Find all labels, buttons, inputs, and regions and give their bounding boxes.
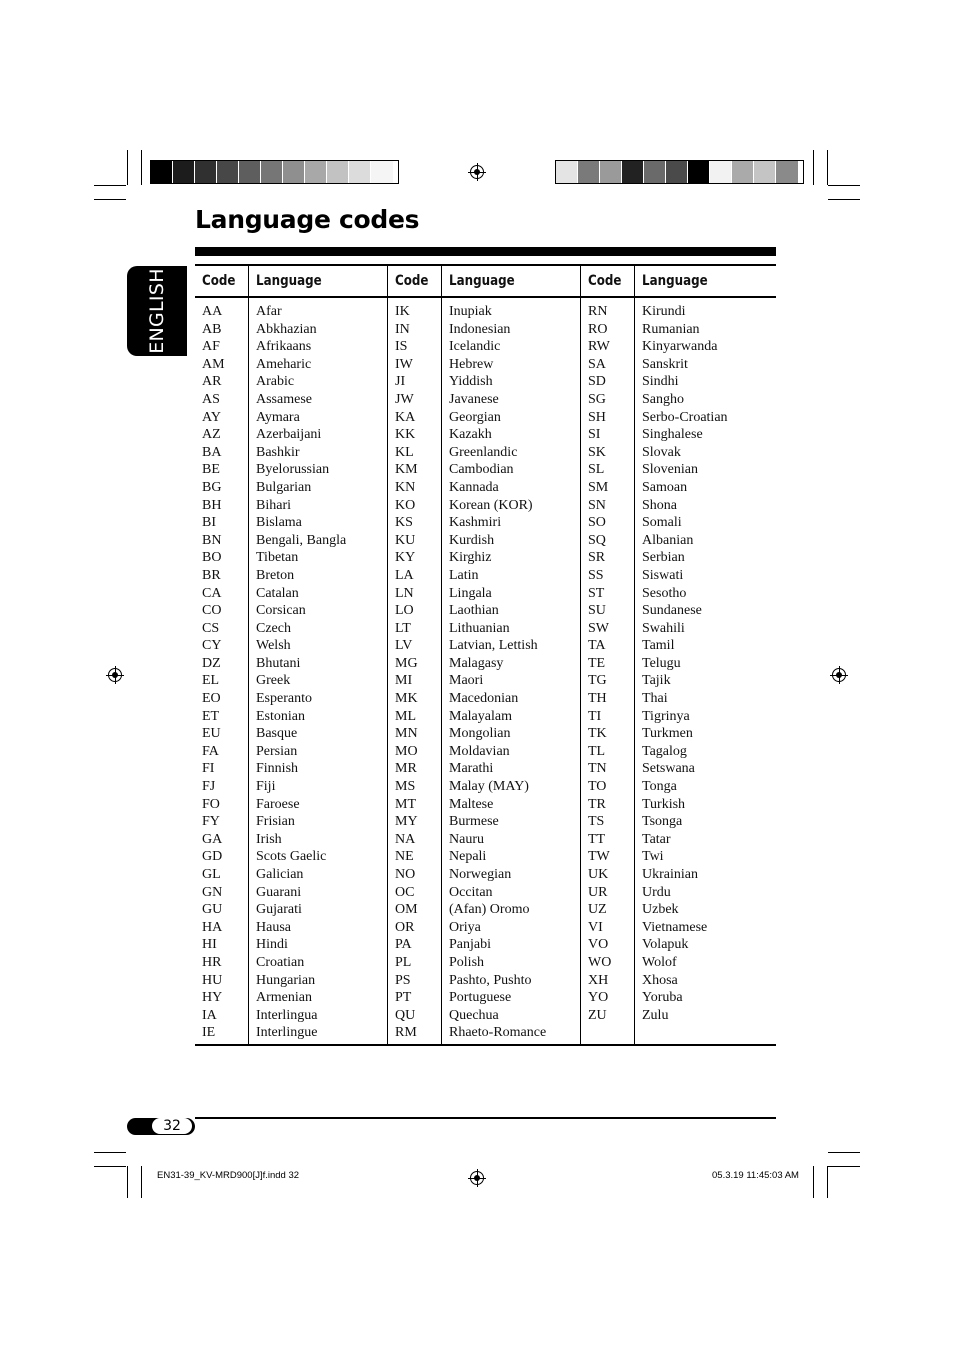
crop-mark	[127, 1166, 128, 1198]
crop-mark	[94, 1152, 126, 1153]
language-name: Gujarati	[256, 902, 302, 918]
language-name: Bengali, Bangla	[256, 532, 347, 548]
language-name: Burmese	[449, 814, 499, 830]
language-code: CA	[202, 585, 222, 601]
language-name: Georgian	[449, 409, 501, 425]
language-name: Uzbek	[642, 902, 679, 918]
language-code: FI	[202, 761, 215, 777]
language-name: Portuguese	[449, 990, 512, 1006]
language-name: Tajik	[642, 673, 671, 689]
language-name: Tibetan	[256, 550, 299, 566]
language-code: MY	[395, 814, 418, 830]
language-name: Malay (MAY)	[449, 779, 529, 795]
language-code: XH	[588, 972, 609, 988]
language-name: Irish	[256, 831, 282, 847]
language-name: Hungarian	[256, 972, 316, 988]
language-code: AM	[202, 356, 225, 372]
language-name: Kashmiri	[449, 515, 502, 531]
language-code: UR	[588, 884, 608, 900]
language-name: Samoan	[642, 479, 688, 495]
language-name: Slovak	[642, 444, 681, 460]
language-code: QU	[395, 1007, 416, 1023]
code-column	[195, 298, 249, 1044]
language-name: Serbo-Croatian	[642, 409, 728, 425]
language-code: LN	[395, 585, 414, 601]
language-code: TI	[588, 708, 602, 724]
language-name: Setswana	[642, 761, 695, 777]
language-name: Tonga	[642, 779, 677, 795]
language-name: Kirghiz	[449, 550, 492, 566]
table-header-row	[195, 266, 776, 296]
language-code: KA	[395, 409, 416, 425]
language-name: Welsh	[256, 638, 291, 654]
language-name: Interlingua	[256, 1007, 318, 1023]
language-code: SL	[588, 462, 605, 478]
language-name: Malagasy	[449, 655, 504, 671]
language-name: Serbian	[642, 550, 685, 566]
language-name: Lithuanian	[449, 620, 510, 636]
language-codes-table	[195, 264, 776, 1046]
language-code: LT	[395, 620, 411, 636]
language-code: JW	[395, 391, 414, 407]
language-name: Fiji	[256, 779, 276, 795]
language-code: KS	[395, 515, 413, 531]
language-code: IW	[395, 356, 413, 372]
language-name: Bhutani	[256, 655, 301, 671]
language-name: Cambodian	[449, 462, 514, 478]
language-code: TN	[588, 761, 607, 777]
language-name: Azerbaijani	[256, 427, 322, 443]
crop-mark	[828, 1152, 860, 1153]
language-header: Language	[256, 273, 322, 289]
language-name: Interlingue	[256, 1025, 318, 1041]
language-name: Turkish	[642, 796, 686, 812]
language-code: SO	[588, 515, 606, 531]
language-code: RM	[395, 1025, 417, 1041]
language-name: Singhalese	[642, 427, 703, 443]
crop-mark	[94, 1166, 126, 1167]
language-code: PS	[395, 972, 411, 988]
language-code: ML	[395, 708, 416, 724]
language-name: Maltese	[449, 796, 494, 812]
language-code: IA	[202, 1007, 217, 1023]
language-code: IN	[395, 321, 410, 337]
language-name: Maori	[449, 673, 484, 689]
language-code: LV	[395, 638, 413, 654]
language-name: Persian	[256, 743, 298, 759]
language-code: KN	[395, 479, 416, 495]
language-code: IE	[202, 1025, 216, 1041]
language-name: Armenian	[256, 990, 312, 1006]
language-code: SA	[588, 356, 606, 372]
crop-mark	[127, 150, 128, 185]
language-code: KK	[395, 427, 416, 443]
language-code: IS	[395, 339, 408, 355]
language-code: TW	[588, 849, 610, 865]
language-code: AA	[202, 304, 223, 319]
language-name: Galician	[256, 867, 304, 882]
crop-mark	[813, 1166, 814, 1198]
language-code: PT	[395, 990, 412, 1006]
language-name: Vietnamese	[642, 919, 708, 935]
language-name: Polish	[449, 954, 485, 970]
language-name: Assamese	[256, 391, 312, 407]
language-name: Indonesian	[449, 321, 511, 337]
language-code: EU	[202, 726, 221, 742]
language-name: Afar	[256, 304, 282, 319]
language-code: MO	[395, 743, 418, 759]
language-code: TL	[588, 743, 606, 759]
registration-mark-icon	[108, 668, 122, 682]
language-name: Tigrinya	[642, 708, 690, 724]
language-code: KO	[395, 497, 416, 513]
language-name: Scots Gaelic	[256, 849, 327, 865]
language-code: NE	[395, 849, 414, 865]
language-name: Bislama	[256, 515, 302, 531]
language-column	[249, 298, 388, 1044]
language-code: FY	[202, 814, 220, 830]
language-name: Moldavian	[449, 743, 510, 759]
language-code: SK	[588, 444, 606, 460]
language-code: BN	[202, 532, 222, 548]
language-code: SD	[588, 374, 606, 390]
table-bottom-rule	[195, 1044, 776, 1046]
language-code: OR	[395, 919, 415, 935]
language-name: Basque	[256, 726, 298, 742]
language-code: AF	[202, 339, 220, 355]
language-name: Laothian	[449, 603, 499, 619]
language-name: Shona	[642, 497, 677, 513]
language-name: Sangho	[642, 391, 684, 407]
language-code: TG	[588, 673, 607, 689]
language-code: ET	[202, 708, 220, 724]
language-code: VI	[588, 919, 603, 935]
language-name: Sundanese	[642, 603, 702, 619]
language-name: Somali	[642, 515, 682, 531]
language-name: Corsican	[256, 603, 306, 619]
language-name: Slovenian	[642, 462, 698, 478]
registration-mark-icon	[832, 668, 846, 682]
language-name: Telugu	[642, 655, 681, 671]
language-name: Frisian	[256, 814, 295, 830]
language-name: Icelandic	[449, 339, 501, 355]
language-code: NA	[395, 831, 416, 847]
page-title: Language codes	[195, 205, 420, 234]
language-column	[635, 298, 775, 1044]
language-name: (Afan) Oromo	[449, 902, 530, 918]
language-name: Arabic	[256, 374, 295, 390]
language-code: GD	[202, 849, 223, 865]
language-code: SH	[588, 409, 606, 425]
language-code: RN	[588, 304, 608, 319]
side-tab-label: ENGLISH	[146, 268, 168, 354]
language-code: MN	[395, 726, 418, 742]
language-code: TR	[588, 796, 606, 812]
language-name: Korean (KOR)	[449, 497, 533, 513]
language-code: GN	[202, 884, 223, 900]
language-name: Kurdish	[449, 532, 495, 548]
language-name: Rhaeto-Romance	[449, 1025, 547, 1041]
language-code: EO	[202, 691, 221, 707]
language-code: TK	[588, 726, 607, 742]
language-name: Abkhazian	[256, 321, 317, 337]
language-code: RW	[588, 339, 610, 355]
crop-mark	[141, 1166, 142, 1198]
language-name: Guarani	[256, 884, 302, 900]
language-code: SG	[588, 391, 606, 407]
crop-mark	[94, 199, 126, 200]
language-name: Esperanto	[256, 691, 312, 707]
language-code: SS	[588, 567, 604, 583]
registration-mark-icon	[470, 1171, 484, 1185]
language-name: Kannada	[449, 479, 499, 495]
language-code: MT	[395, 796, 416, 812]
language-name: Ameharic	[256, 356, 312, 372]
crop-mark	[828, 185, 860, 186]
language-code: BR	[202, 567, 221, 583]
language-code: ZU	[588, 1007, 607, 1023]
language-name: Greenlandic	[449, 444, 518, 460]
language-name: Urdu	[642, 884, 671, 900]
language-name: Kinyarwanda	[642, 339, 718, 355]
language-code: HA	[202, 919, 223, 935]
language-name: Norwegian	[449, 867, 512, 882]
language-name: Twi	[642, 849, 664, 865]
crop-mark	[813, 150, 814, 185]
language-name: Bulgarian	[256, 479, 312, 495]
slug-filename: EN31-39_KV-MRD900[J]f.indd 32	[157, 1170, 300, 1181]
language-code: BO	[202, 550, 222, 566]
language-name: Sindhi	[642, 374, 679, 390]
language-code: TO	[588, 779, 607, 795]
language-code: RO	[588, 321, 608, 337]
language-name: Turkmen	[642, 726, 693, 742]
language-code: MI	[395, 673, 413, 689]
language-code: YO	[588, 990, 609, 1006]
language-name: Panjabi	[449, 937, 491, 953]
language-name: Hindi	[256, 937, 288, 953]
language-code: FA	[202, 743, 219, 759]
color-calibration-bar	[150, 160, 399, 184]
language-name: Bashkir	[256, 444, 300, 460]
language-code: DZ	[202, 655, 221, 671]
crop-mark	[94, 185, 126, 186]
page-number: 32	[163, 1118, 181, 1134]
language-code: BA	[202, 444, 222, 460]
language-name: Yoruba	[642, 990, 683, 1006]
language-code: WO	[588, 954, 612, 970]
language-name: Inupiak	[449, 304, 492, 319]
language-code: SM	[588, 479, 609, 495]
language-name: Marathi	[449, 761, 494, 777]
language-name: Javanese	[449, 391, 499, 407]
language-code: UZ	[588, 902, 607, 918]
language-code: HY	[202, 990, 223, 1006]
language-code: AS	[202, 391, 220, 407]
language-code: SU	[588, 603, 606, 619]
language-name: Thai	[642, 691, 668, 707]
language-code: SW	[588, 620, 609, 636]
language-header: Language	[449, 273, 515, 289]
language-code: MS	[395, 779, 416, 795]
language-code: VO	[588, 937, 609, 953]
language-code: SN	[588, 497, 606, 513]
title-rule	[195, 247, 776, 256]
language-code: OC	[395, 884, 415, 900]
language-code: SQ	[588, 532, 606, 548]
language-name: Latin	[449, 567, 479, 583]
language-code: BG	[202, 479, 222, 495]
language-code: NO	[395, 867, 416, 882]
language-name: Breton	[256, 567, 295, 583]
language-name: Xhosa	[642, 972, 678, 988]
code-header: Code	[395, 273, 429, 289]
language-code: CY	[202, 638, 222, 654]
language-name: Sanskrit	[642, 356, 688, 372]
code-column	[388, 298, 442, 1044]
language-code: KU	[395, 532, 416, 548]
language-name: Croatian	[256, 954, 305, 970]
language-code: FJ	[202, 779, 216, 795]
language-code: SR	[588, 550, 606, 566]
language-code: UK	[588, 867, 609, 882]
language-code: AR	[202, 374, 222, 390]
language-name: Nauru	[449, 831, 484, 847]
language-header: Language	[642, 273, 708, 289]
language-name: Sesotho	[642, 585, 687, 601]
language-side-tab	[127, 266, 187, 356]
language-name: Catalan	[256, 585, 299, 601]
language-code: AZ	[202, 427, 221, 443]
language-name: Zulu	[642, 1007, 669, 1023]
registration-mark-icon	[470, 165, 484, 179]
language-name: Macedonian	[449, 691, 519, 707]
language-code: GA	[202, 831, 223, 847]
code-header: Code	[202, 273, 236, 289]
footer-rule	[195, 1117, 776, 1119]
language-name: Aymara	[256, 409, 300, 425]
language-code: AB	[202, 321, 222, 337]
slug-timestamp: 05.3.19 11:45:03 AM	[712, 1170, 799, 1181]
language-name: Albanian	[642, 532, 694, 548]
language-code: OM	[395, 902, 418, 918]
language-code: EL	[202, 673, 220, 689]
language-code: HI	[202, 937, 217, 953]
language-name: Hebrew	[449, 356, 494, 372]
language-code: BI	[202, 515, 216, 531]
language-name: Mongolian	[449, 726, 511, 742]
language-name: Bihari	[256, 497, 291, 513]
language-code: PL	[395, 954, 412, 970]
language-name: Swahili	[642, 620, 685, 636]
language-name: Hausa	[256, 919, 291, 935]
language-code: AY	[202, 409, 221, 425]
language-code: GU	[202, 902, 223, 918]
language-name: Yiddish	[449, 374, 493, 390]
crop-mark	[827, 1166, 828, 1198]
language-name: Tamil	[642, 638, 675, 654]
language-name: Ukrainian	[642, 867, 698, 882]
language-code: CS	[202, 620, 220, 636]
language-code: FO	[202, 796, 220, 812]
language-code: TE	[588, 655, 606, 671]
crop-mark	[827, 150, 828, 185]
language-code: LA	[395, 567, 414, 583]
language-name: Wolof	[642, 954, 677, 970]
language-name: Faroese	[256, 796, 300, 812]
language-name: Afrikaans	[256, 339, 312, 355]
language-code: KL	[395, 444, 414, 460]
language-code: HR	[202, 954, 222, 970]
language-code: TS	[588, 814, 605, 830]
language-code: LO	[395, 603, 414, 619]
language-code: MG	[395, 655, 418, 671]
language-name: Czech	[256, 620, 291, 636]
language-name: Siswati	[642, 567, 684, 583]
language-name: Oriya	[449, 919, 481, 935]
language-code: TH	[588, 691, 607, 707]
language-name: Rumanian	[642, 321, 700, 337]
language-name: Nepali	[449, 849, 487, 865]
language-code: GL	[202, 867, 221, 882]
language-name: Tagalog	[642, 743, 687, 759]
language-name: Malayalam	[449, 708, 512, 724]
language-code: BH	[202, 497, 222, 513]
language-name: Quechua	[449, 1007, 499, 1023]
language-name: Tatar	[642, 831, 671, 847]
language-name: Byelorussian	[256, 462, 330, 478]
language-code: KM	[395, 462, 418, 478]
language-code: JI	[395, 374, 406, 390]
language-code: CO	[202, 603, 222, 619]
color-calibration-bar	[555, 160, 804, 184]
table-body	[195, 298, 776, 1044]
language-code: MR	[395, 761, 417, 777]
language-code: KY	[395, 550, 416, 566]
language-code: HU	[202, 972, 223, 988]
crop-mark	[141, 150, 142, 185]
language-name: Kirundi	[642, 304, 686, 319]
language-code: TT	[588, 831, 606, 847]
language-code: MK	[395, 691, 418, 707]
language-name: Latvian, Lettish	[449, 638, 538, 654]
language-code: BE	[202, 462, 220, 478]
code-column	[581, 298, 635, 1044]
language-code: SI	[588, 427, 601, 443]
language-name: Pashto, Pushto	[449, 972, 532, 988]
language-name: Lingala	[449, 585, 492, 601]
crop-mark	[828, 1166, 860, 1167]
language-name: Estonian	[256, 708, 305, 724]
language-code: IK	[395, 304, 410, 319]
language-name: Finnish	[256, 761, 299, 777]
language-code: ST	[588, 585, 605, 601]
language-name: Occitan	[449, 884, 493, 900]
language-name: Tsonga	[642, 814, 683, 830]
language-column	[442, 298, 581, 1044]
language-name: Volapuk	[642, 937, 689, 953]
language-code: PA	[395, 937, 412, 953]
language-code: TA	[588, 638, 606, 654]
crop-mark	[828, 199, 860, 200]
language-name: Greek	[256, 673, 291, 689]
language-name: Kazakh	[449, 427, 492, 443]
code-header: Code	[588, 273, 622, 289]
